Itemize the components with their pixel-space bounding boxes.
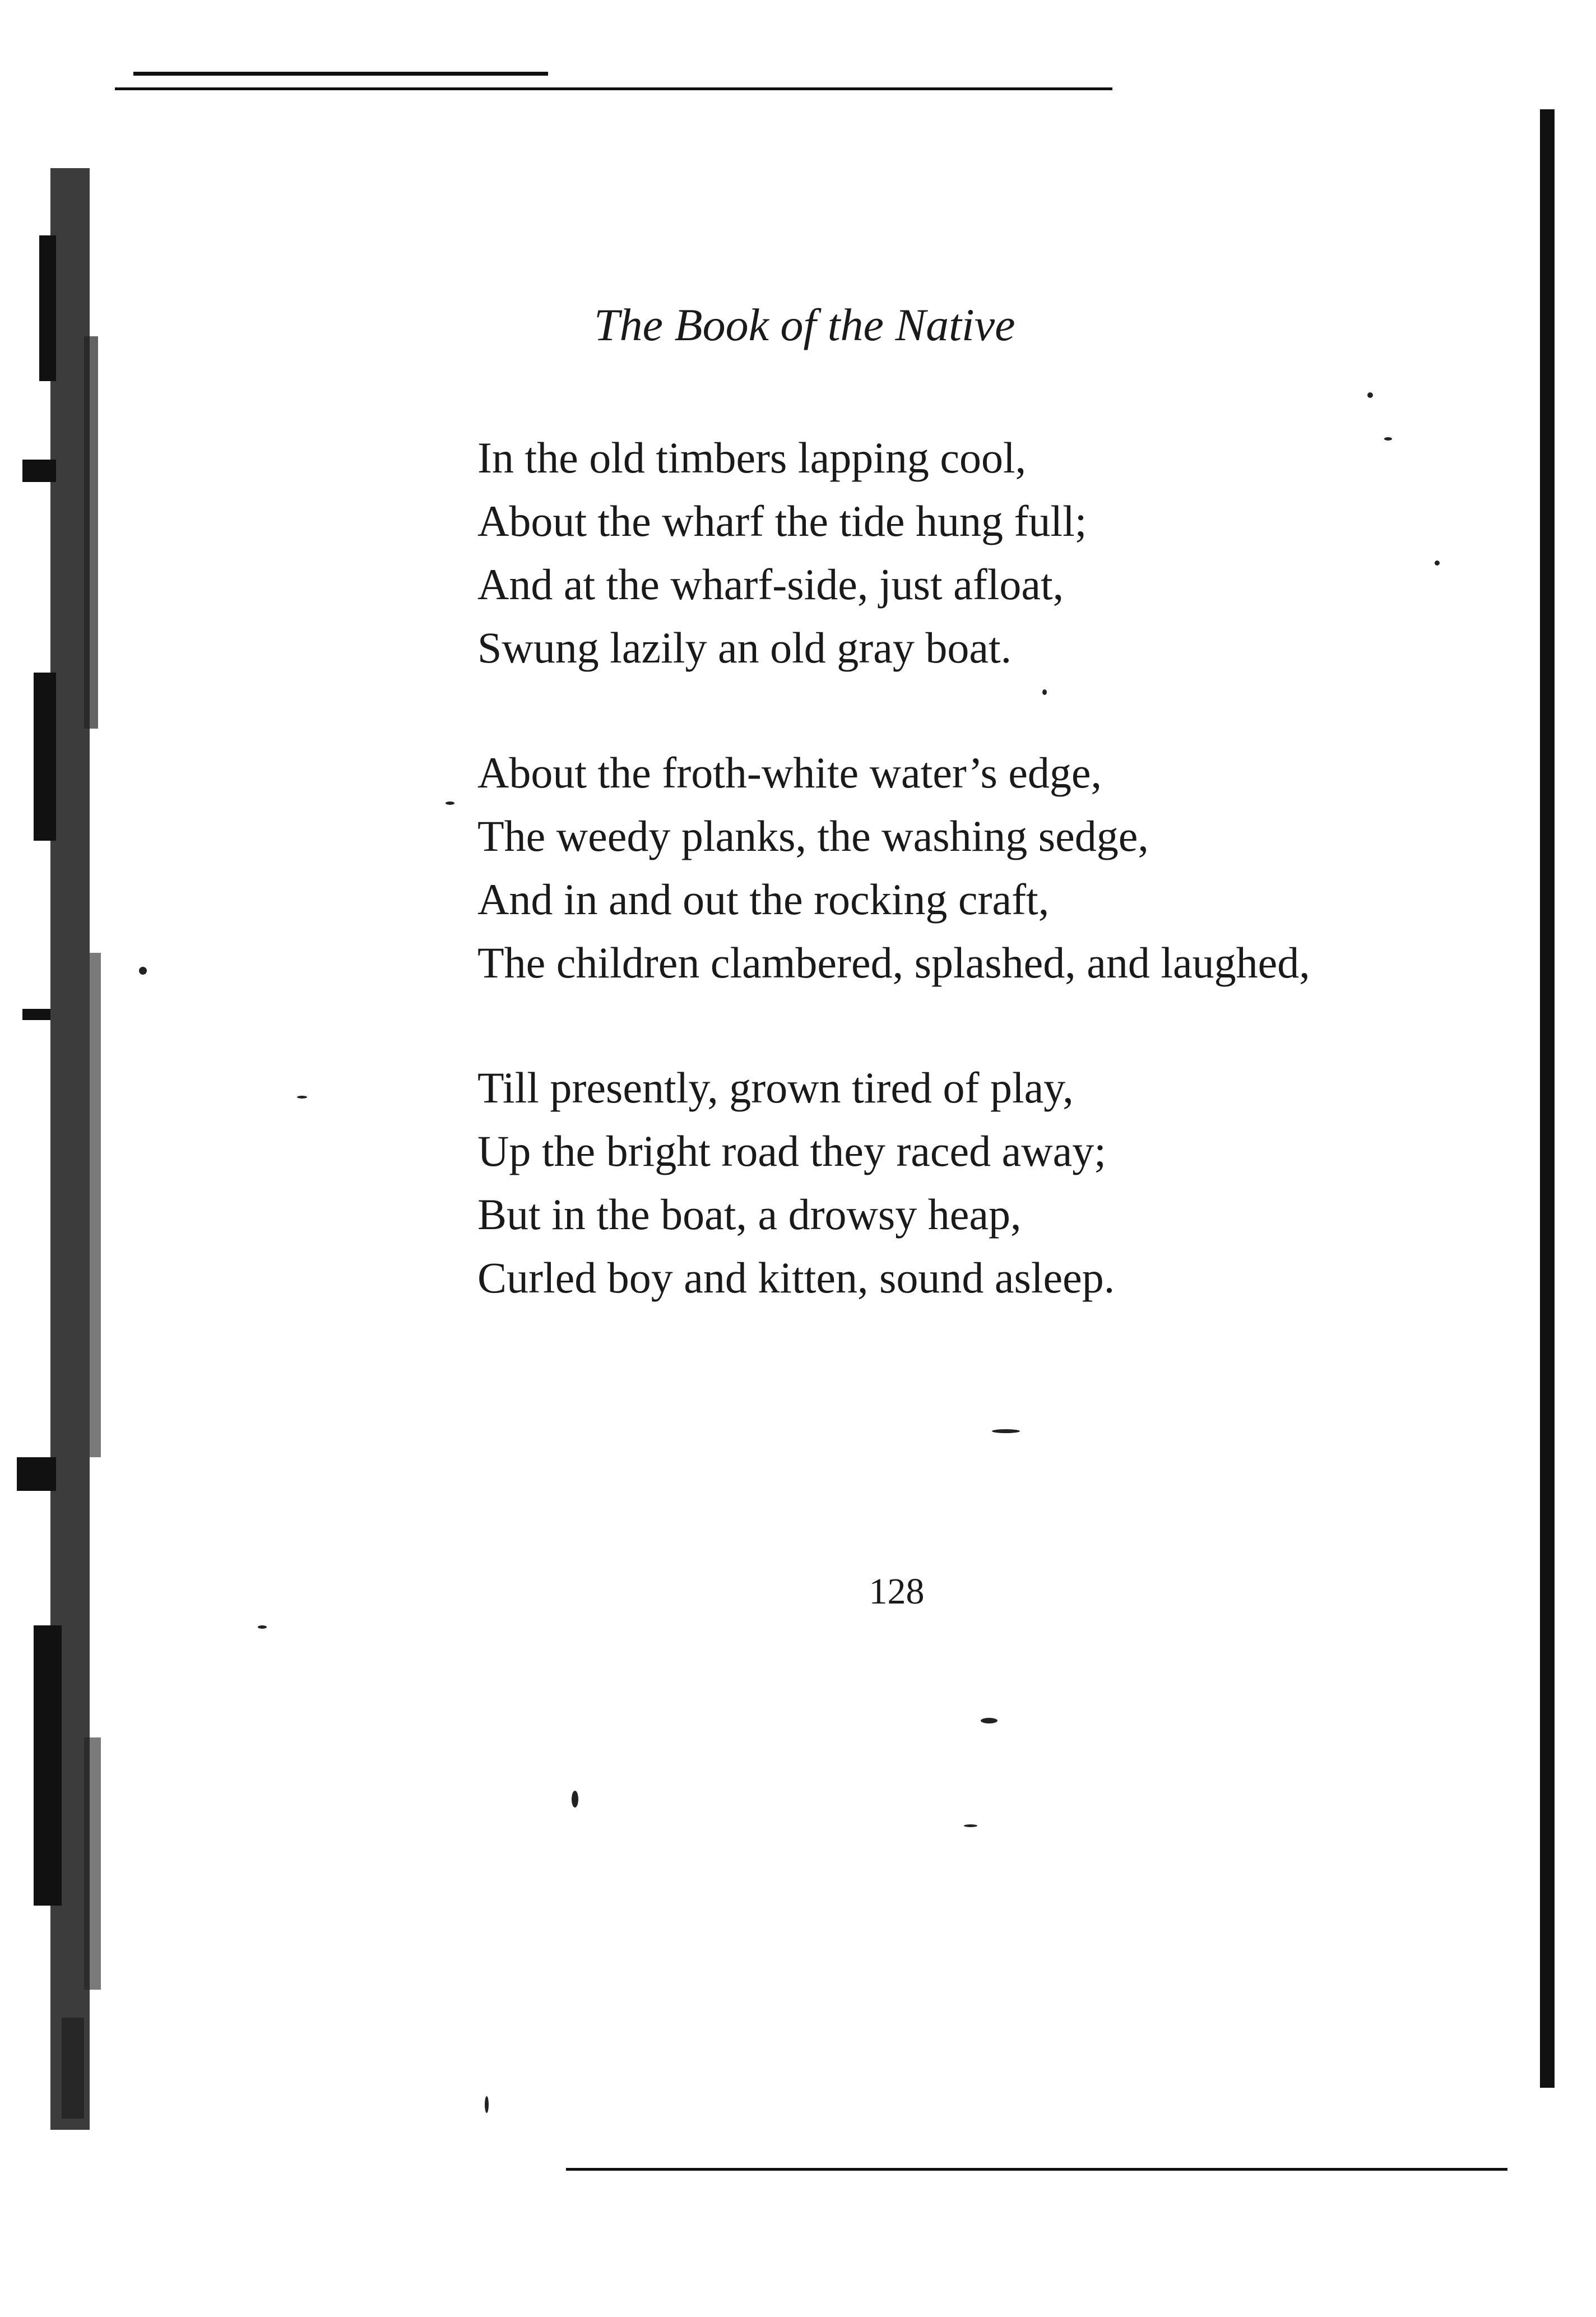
scan-speck [446, 801, 454, 805]
stanza-2 [477, 741, 1486, 994]
scan-speck [964, 1824, 977, 1827]
poem-line: The children clambered, splashed, and laughed, [477, 938, 1310, 987]
scan-speck [258, 1625, 267, 1629]
poem-line: Curled boy and kitten, sound asleep. [477, 1253, 1115, 1302]
page-number: 128 [869, 1571, 925, 1612]
poem-line: And in and out the rocking craft, [477, 875, 1050, 924]
scan-speck [139, 967, 147, 975]
poem-line: The weedy planks, the washing sedge, [477, 812, 1149, 860]
poem-line: About the froth-white water’s edge, [477, 748, 1102, 797]
scan-speck [1367, 392, 1373, 398]
running-head: The Book of the Native [594, 299, 1015, 350]
scan-speck [1042, 689, 1047, 695]
poem-line: About the wharf the tide hung full; [477, 497, 1087, 545]
right-page-edge [1540, 109, 1555, 2088]
scan-speck [992, 1429, 1020, 1433]
poem-line: In the old timbers lapping cool, [477, 433, 1027, 482]
top-rule-lower [115, 87, 1112, 90]
scan-speck [485, 2096, 489, 2113]
poem-line: Till presently, grown tired of play, [477, 1063, 1074, 1112]
stanza-3 [477, 1056, 1486, 1309]
poem-body [477, 426, 1486, 1371]
poem-line: Swung lazily an old gray boat. [477, 623, 1012, 672]
scan-speck [981, 1718, 998, 1723]
scan-speck [1384, 437, 1392, 441]
scan-speck [1435, 560, 1440, 566]
top-rule-upper [133, 72, 548, 76]
bottom-rule [566, 2168, 1507, 2171]
poem-line: But in the boat, a drowsy heap, [477, 1190, 1022, 1239]
stanza-1 [477, 426, 1486, 679]
poem-line: Up the bright road they raced away; [477, 1127, 1106, 1175]
binding-shadow [0, 168, 134, 2130]
poem-line: And at the wharf-side, just afloat, [477, 560, 1064, 609]
scan-speck [297, 1096, 307, 1099]
scan-speck [572, 1791, 578, 1808]
